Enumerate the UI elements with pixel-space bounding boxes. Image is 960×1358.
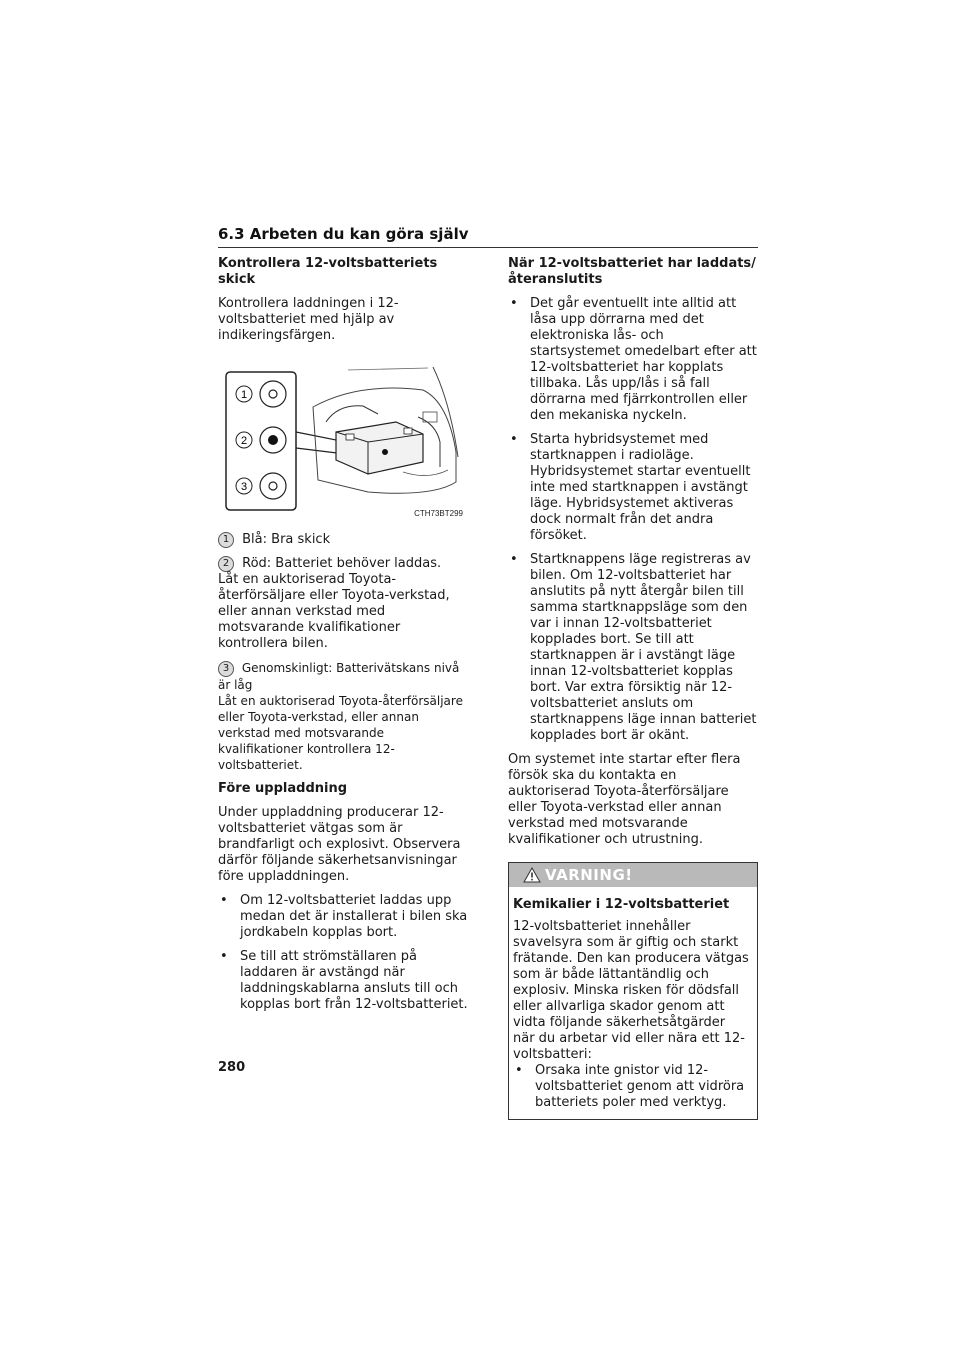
warning-list — [513, 1063, 749, 1111]
after-charging-list — [508, 296, 758, 744]
warning-body — [509, 887, 757, 1119]
before-charging-text: Under uppladdning producerar 12-voltsbatteriet vätgas som är brandfarligt och explosivt. Observera därför följande säkerhetsanvisningar före uppladdningen. — [218, 805, 461, 884]
badge-3: 3 — [218, 661, 234, 677]
warning-title: Kemikalier i 12-voltsbatteriet — [513, 897, 730, 912]
before-charging-list — [218, 893, 468, 1013]
list-item: • Starta hybridsystemet med startknappen i radioläge. Hybridsystemet startar eventuellt inte med startknappen i avstängt läge. Hybridsystemet aktiveras dock normalt från det andra försöket. — [508, 432, 758, 544]
figure-label-1: 1 — [240, 389, 248, 401]
battery-illustration — [218, 362, 468, 522]
indicator-item-2-note: Låt en auktoriserad Toyota-återförsäljare eller Toyota-verkstad, eller annan verkstad med motsvarande kvalifikationer kontrollera bilen. — [218, 572, 450, 651]
figure-label-3: 3 — [240, 481, 248, 493]
badge-1: 1 — [218, 532, 234, 548]
warning-text: 12-voltsbatteriet innehåller svavelsyra som är giftig och starkt frätande. Den kan producera vätgas som är både lättantändlig och explosiv. Minska risken för dödsfall eller allvarliga skador genom att vidta följande säkerhetsåtgärder när du arbetar vid eller nära ett 12-voltsbatteri: — [513, 919, 749, 1062]
indicator-item-3-text: Genomskinligt: Batterivätskans nivå är låg — [218, 661, 460, 692]
warning-header — [509, 863, 757, 887]
indicator-item-3 — [218, 660, 468, 693]
indicator-item-3-note: Låt en auktoriserad Toyota-återförsäljare eller Toyota-verkstad, eller annan verkstad med motsvarande kvalifikationer kontrollera 12-voltsbatteriet. — [218, 694, 463, 772]
after-charging-heading: När 12-voltsbatteriet har laddats/återanslutits — [508, 256, 756, 287]
list-item: • Se till att strömställaren på laddaren är avstängd när laddningskablarna ansluts till och kopplas bort från 12-voltsbatteriet. — [218, 949, 468, 1013]
section-header — [218, 224, 758, 248]
battery-indicator-figure — [218, 362, 468, 522]
battery-check-heading: Kontrollera 12-voltsbatteriets skick — [218, 256, 438, 287]
figure-code: CTH73BT299 — [414, 509, 463, 518]
indicator-item-2-text: Röd: Batteriet behöver laddas. — [242, 556, 442, 571]
list-item: • Orsaka inte gnistor vid 12-voltsbatteriet genom att vidröra batteriets poler med verktyg. — [513, 1063, 749, 1111]
indicator-item-1 — [218, 532, 468, 548]
left-column — [218, 256, 468, 1021]
indicator-item-1-text: Blå: Bra skick — [242, 532, 331, 547]
list-item: • Det går eventuellt inte alltid att låsa upp dörrarna med det elektroniska lås- och startsystemet omedelbart efter att 12-voltsbatteriet har kopplats tillbaka. Lås upp/lås i så fall dörrarna med fjärrkontrollen eller den mekaniska nyckeln. — [508, 296, 758, 424]
battery-check-intro: Kontrollera laddningen i 12-voltsbatteriet med hjälp av indikeringsfärgen. — [218, 296, 399, 343]
contact-dealer-text: Om systemet inte startar efter flera försök ska du kontakta en auktoriserad Toyota-återförsäljare eller Toyota-verkstad eller annan verkstad med motsvarande kvalifikationer och utrustning. — [508, 752, 741, 847]
warning-box — [508, 862, 758, 1120]
list-item: • Startknappens läge registreras av bilen. Om 12-voltsbatteriet har anslutits på nytt återgår bilen till samma startknappsläge som den var i innan 12-voltsbatteriet kopplades bort. Se till att startknappen är i avstängt läge innan 12-voltsbatteriet kopplas bort. Var extra försiktig när 12-voltsbatteriet ansluts om startknappens läge innan batteriet kopplades bort är okänt. — [508, 552, 758, 744]
right-column — [508, 256, 758, 1120]
indicator-item-2 — [218, 556, 468, 572]
badge-2: 2 — [218, 556, 234, 572]
before-charging-heading: Före uppladdning — [218, 781, 348, 796]
section-title: 6.3 Arbeten du kan göra själv — [218, 225, 469, 243]
warning-triangle-icon — [523, 867, 541, 883]
warning-label: VARNING! — [545, 866, 633, 884]
list-item: • Om 12-voltsbatteriet laddas upp medan det är installerat i bilen ska jordkabeln kopplas bort. — [218, 893, 468, 941]
figure-label-2: 2 — [240, 435, 248, 447]
page-number: 280 — [218, 1060, 246, 1075]
